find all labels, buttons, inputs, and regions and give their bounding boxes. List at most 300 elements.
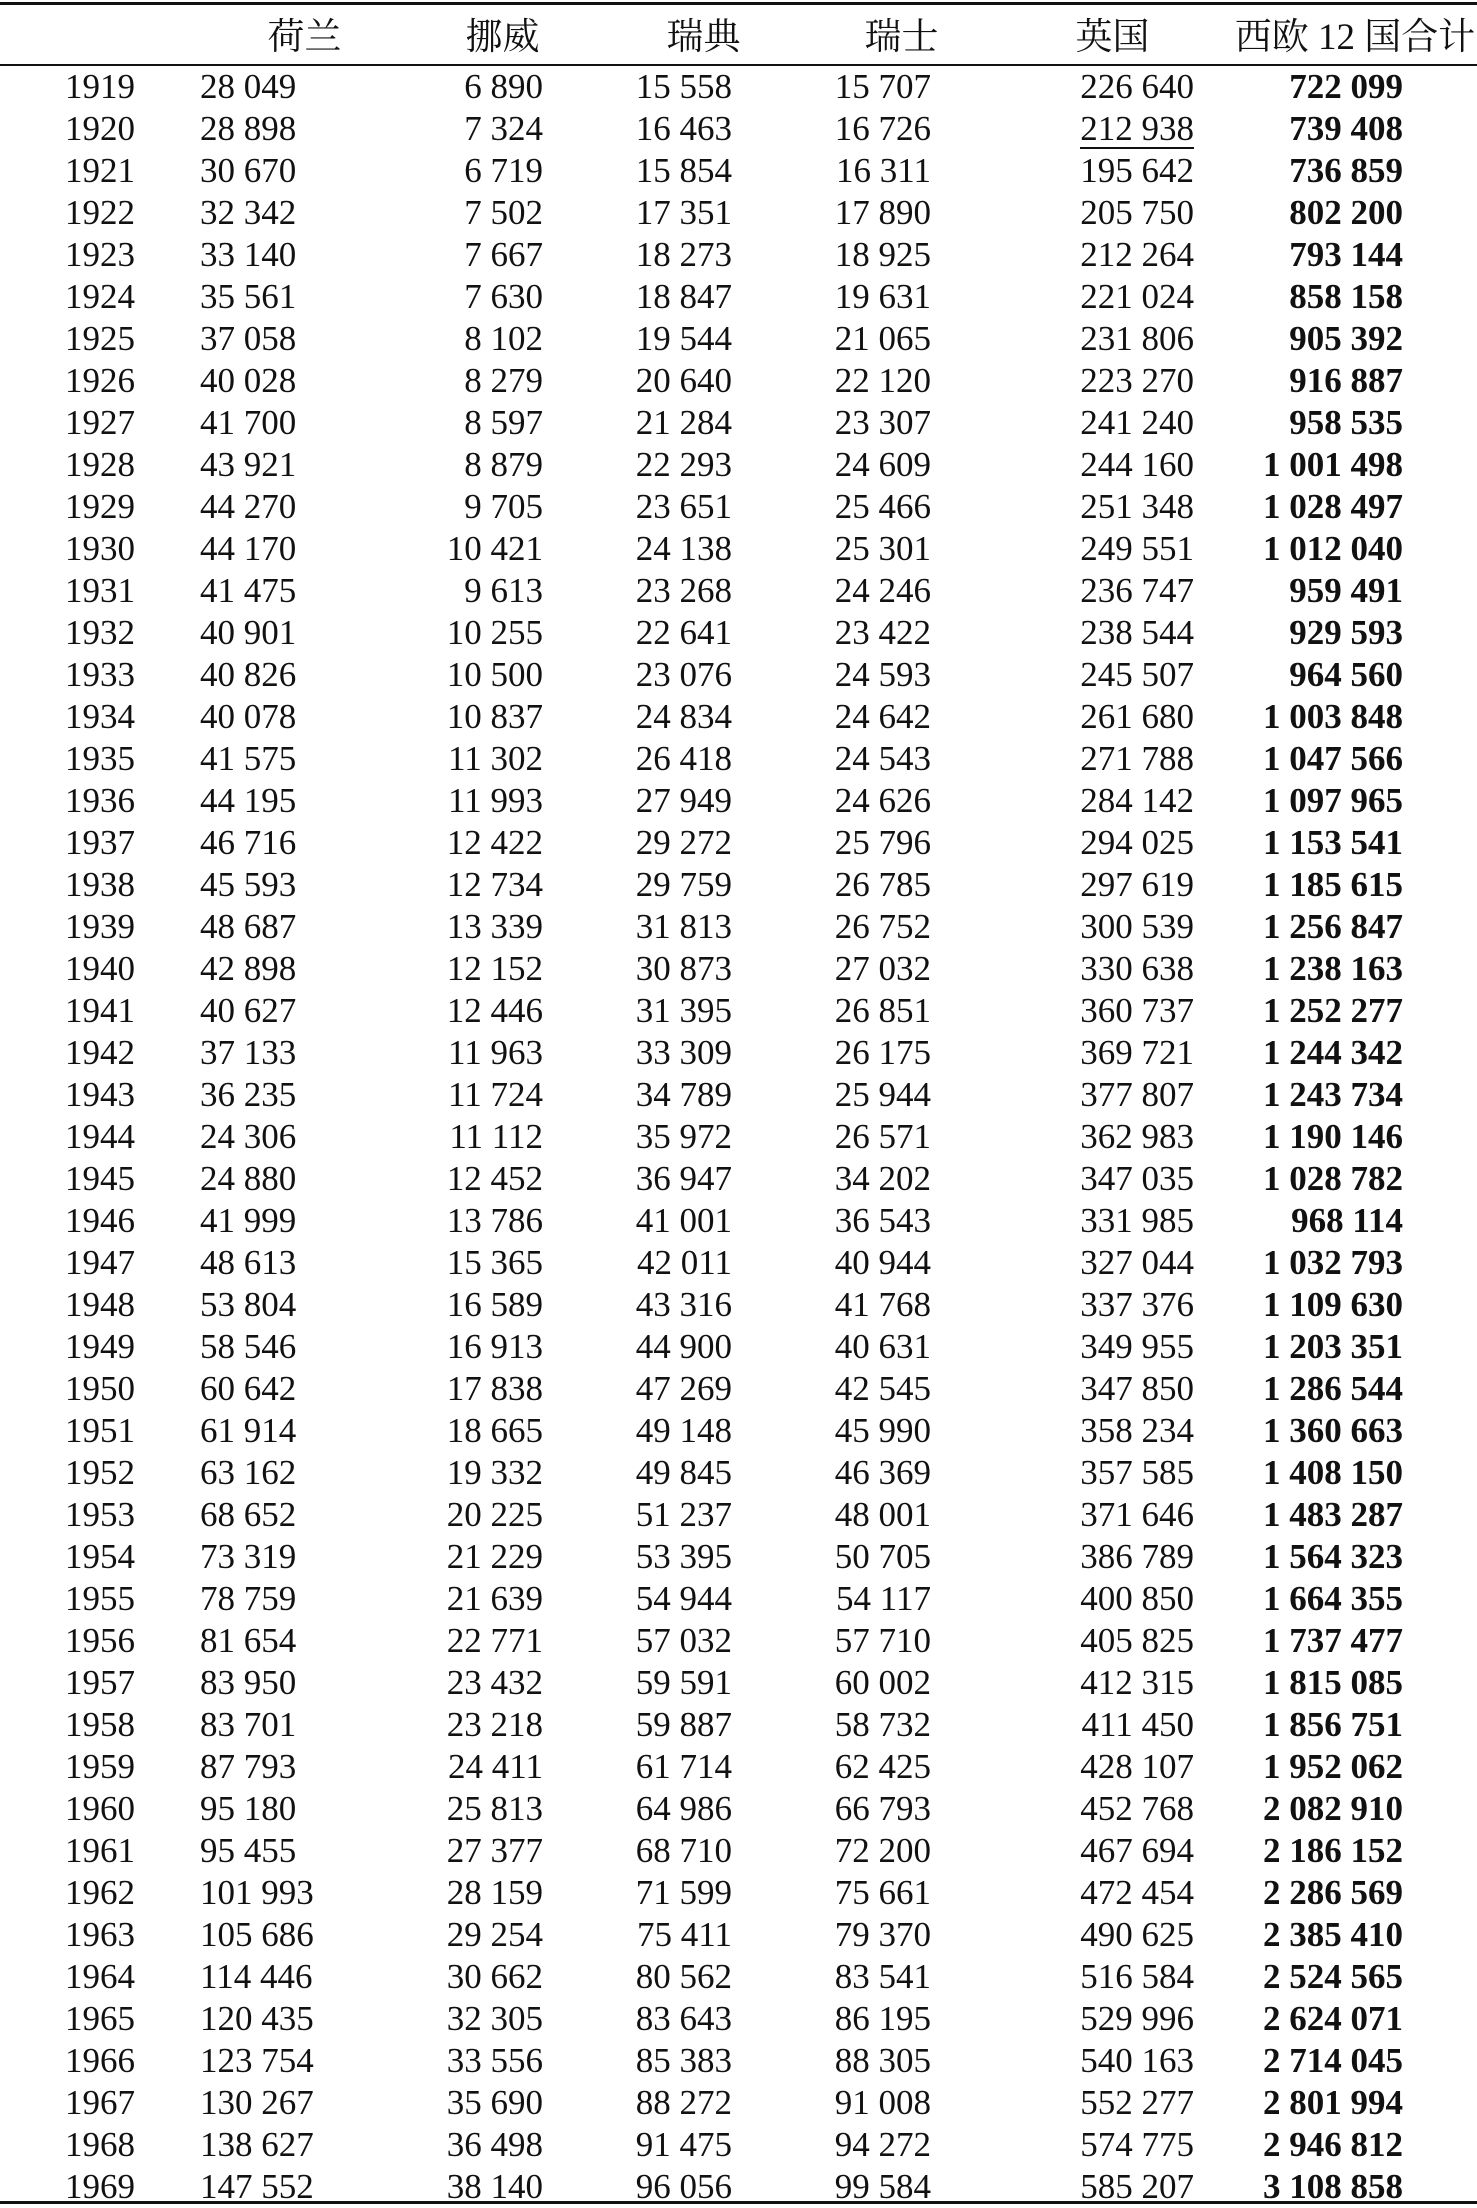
total-cell: 1 244 342 <box>1263 1033 1403 1072</box>
table-row <box>0 1326 1477 1368</box>
value-cell: 130 267 <box>200 2083 314 2122</box>
value-cell: 24 138 <box>635 529 732 568</box>
table-row <box>0 612 1477 654</box>
value-cell: 17 838 <box>446 1369 543 1408</box>
total-cell: 2 082 910 <box>1263 1789 1403 1828</box>
total-cell: 1 252 277 <box>1263 991 1403 1030</box>
table-row <box>0 528 1477 570</box>
value-cell: 244 160 <box>1080 445 1194 484</box>
total-cell: 959 491 <box>1289 571 1403 610</box>
value-cell: 405 825 <box>1080 1621 1194 1660</box>
value-cell: 28 049 <box>200 67 297 106</box>
table-row <box>0 1578 1477 1620</box>
value-cell: 212 264 <box>1080 235 1194 274</box>
value-cell: 23 268 <box>635 571 732 610</box>
total-cell: 1 286 544 <box>1263 1369 1403 1408</box>
table-row <box>0 1116 1477 1158</box>
year-cell: 1952 <box>65 1453 135 1492</box>
value-cell: 78 759 <box>200 1579 297 1618</box>
value-cell: 33 140 <box>200 235 297 274</box>
value-cell: 16 589 <box>446 1285 543 1324</box>
value-cell: 12 446 <box>446 991 543 1030</box>
value-cell: 371 646 <box>1080 1495 1194 1534</box>
value-cell: 49 845 <box>635 1453 732 1492</box>
value-cell: 15 707 <box>834 67 931 106</box>
year-cell: 1958 <box>65 1705 135 1744</box>
header-norway: 挪威 <box>465 17 540 58</box>
table-row <box>0 66 1477 108</box>
table-row <box>0 738 1477 780</box>
table-row <box>0 1788 1477 1830</box>
total-cell: 2 524 565 <box>1263 1957 1403 1996</box>
value-cell: 23 422 <box>834 613 931 652</box>
value-cell: 36 543 <box>834 1201 931 1240</box>
value-cell: 7 502 <box>464 193 543 232</box>
value-cell: 357 585 <box>1080 1453 1194 1492</box>
value-cell: 15 558 <box>635 67 732 106</box>
value-cell: 428 107 <box>1080 1747 1194 1786</box>
value-cell: 83 950 <box>200 1663 297 1702</box>
value-cell: 11 302 <box>448 739 543 778</box>
table-row <box>0 318 1477 360</box>
value-cell: 24 642 <box>834 697 931 736</box>
value-cell: 85 383 <box>635 2041 732 2080</box>
total-cell: 1 737 477 <box>1263 1621 1403 1660</box>
total-cell: 929 593 <box>1289 613 1403 652</box>
year-cell: 1942 <box>65 1033 135 1072</box>
year-cell: 1940 <box>65 949 135 988</box>
value-cell: 540 163 <box>1080 2041 1194 2080</box>
value-cell: 245 507 <box>1080 655 1194 694</box>
value-cell: 21 639 <box>446 1579 543 1618</box>
value-cell: 29 759 <box>635 865 732 904</box>
value-cell: 31 395 <box>635 991 732 1030</box>
value-cell: 16 726 <box>834 109 931 148</box>
year-cell: 1920 <box>65 109 135 148</box>
table-row <box>0 1830 1477 1872</box>
value-cell: 9 705 <box>464 487 543 526</box>
value-cell: 79 370 <box>834 1915 931 1954</box>
year-cell: 1923 <box>65 235 135 274</box>
year-cell: 1939 <box>65 907 135 946</box>
value-cell: 49 148 <box>635 1411 732 1450</box>
value-cell: 96 056 <box>635 2167 732 2206</box>
value-cell: 25 813 <box>446 1789 543 1828</box>
year-cell: 1960 <box>65 1789 135 1828</box>
value-cell: 62 425 <box>834 1747 931 1786</box>
value-cell: 34 789 <box>635 1075 732 1114</box>
table-row <box>0 486 1477 528</box>
value-cell: 467 694 <box>1080 1831 1194 1870</box>
total-cell: 2 624 071 <box>1263 1999 1403 2038</box>
value-cell: 271 788 <box>1080 739 1194 778</box>
value-cell: 24 306 <box>200 1117 297 1156</box>
value-cell: 68 652 <box>200 1495 297 1534</box>
value-cell: 17 351 <box>635 193 732 232</box>
value-cell: 11 963 <box>448 1033 543 1072</box>
value-cell: 300 539 <box>1080 907 1194 946</box>
year-cell: 1965 <box>65 1999 135 2038</box>
table-row <box>0 1704 1477 1746</box>
value-cell: 8 879 <box>464 445 543 484</box>
value-cell: 21 065 <box>834 319 931 358</box>
value-cell: 349 955 <box>1080 1327 1194 1366</box>
value-cell: 18 847 <box>635 277 732 316</box>
total-cell: 905 392 <box>1289 319 1403 358</box>
value-cell: 195 642 <box>1080 151 1194 190</box>
table-row <box>0 1368 1477 1410</box>
value-cell: 35 690 <box>446 2083 543 2122</box>
value-cell: 16 463 <box>635 109 732 148</box>
value-cell: 30 873 <box>635 949 732 988</box>
value-cell: 81 654 <box>200 1621 297 1660</box>
value-cell: 88 272 <box>635 2083 732 2122</box>
table-row <box>0 906 1477 948</box>
value-cell: 574 775 <box>1080 2125 1194 2164</box>
value-cell: 23 218 <box>446 1705 543 1744</box>
value-cell: 400 850 <box>1080 1579 1194 1618</box>
value-cell: 347 035 <box>1080 1159 1194 1198</box>
total-cell: 1 203 351 <box>1263 1327 1403 1366</box>
year-cell: 1964 <box>65 1957 135 1996</box>
value-cell: 585 207 <box>1080 2167 1194 2206</box>
table-row <box>0 1662 1477 1704</box>
total-cell: 968 114 <box>1291 1201 1403 1240</box>
table-row <box>0 1200 1477 1242</box>
value-cell: 114 446 <box>200 1957 313 1996</box>
total-cell: 2 714 045 <box>1263 2041 1403 2080</box>
value-cell: 71 599 <box>635 1873 732 1912</box>
value-cell: 7 667 <box>464 235 543 274</box>
value-cell: 7 324 <box>464 109 543 148</box>
year-cell: 1931 <box>65 571 135 610</box>
value-cell: 53 395 <box>635 1537 732 1576</box>
value-cell: 59 887 <box>635 1705 732 1744</box>
value-cell: 221 024 <box>1080 277 1194 316</box>
total-cell: 2 186 152 <box>1263 1831 1403 1870</box>
value-cell: 22 771 <box>446 1621 543 1660</box>
table-row <box>0 1956 1477 1998</box>
value-cell: 58 732 <box>834 1705 931 1744</box>
value-cell: 11 993 <box>448 781 543 820</box>
value-cell: 40 944 <box>834 1243 931 1282</box>
value-cell: 44 900 <box>635 1327 732 1366</box>
value-cell: 472 454 <box>1080 1873 1194 1912</box>
value-cell: 24 609 <box>834 445 931 484</box>
value-cell: 26 418 <box>635 739 732 778</box>
value-cell: 205 750 <box>1080 193 1194 232</box>
value-cell: 22 293 <box>635 445 732 484</box>
year-cell: 1945 <box>65 1159 135 1198</box>
value-cell: 362 983 <box>1080 1117 1194 1156</box>
header-total: 西欧 12 国合计 <box>1234 17 1476 58</box>
year-cell: 1954 <box>65 1537 135 1576</box>
total-cell: 1 190 146 <box>1263 1117 1403 1156</box>
value-cell: 46 369 <box>834 1453 931 1492</box>
value-cell: 226 640 <box>1080 67 1194 106</box>
table-row <box>0 2040 1477 2082</box>
value-cell: 13 786 <box>446 1201 543 1240</box>
value-cell: 25 944 <box>834 1075 931 1114</box>
value-cell: 25 796 <box>834 823 931 862</box>
value-cell: 26 785 <box>834 865 931 904</box>
year-cell: 1946 <box>65 1201 135 1240</box>
year-cell: 1926 <box>65 361 135 400</box>
value-cell: 75 411 <box>637 1915 732 1954</box>
value-cell: 147 552 <box>200 2167 314 2206</box>
value-cell: 40 631 <box>834 1327 931 1366</box>
value-cell: 261 680 <box>1080 697 1194 736</box>
total-cell: 858 158 <box>1289 277 1403 316</box>
value-cell: 16 311 <box>836 151 931 190</box>
value-cell: 12 452 <box>446 1159 543 1198</box>
value-cell: 63 162 <box>200 1453 297 1492</box>
value-cell: 452 768 <box>1080 1789 1194 1828</box>
value-cell: 48 613 <box>200 1243 297 1282</box>
value-cell: 75 661 <box>834 1873 931 1912</box>
value-cell: 94 272 <box>834 2125 931 2164</box>
total-cell: 1 256 847 <box>1263 907 1403 946</box>
underlined-value: 212 938 <box>1080 109 1194 148</box>
value-cell: 80 562 <box>635 1957 732 1996</box>
value-cell: 45 593 <box>200 865 297 904</box>
value-cell: 40 901 <box>200 613 297 652</box>
value-cell: 24 246 <box>834 571 931 610</box>
table-row <box>0 1494 1477 1536</box>
value-cell: 105 686 <box>200 1915 314 1954</box>
value-cell: 330 638 <box>1080 949 1194 988</box>
year-cell: 1927 <box>65 403 135 442</box>
value-cell: 294 025 <box>1080 823 1194 862</box>
value-cell: 10 837 <box>446 697 543 736</box>
year-cell: 1921 <box>65 151 135 190</box>
value-cell: 23 076 <box>635 655 732 694</box>
year-cell: 1934 <box>65 697 135 736</box>
value-cell: 412 315 <box>1080 1663 1194 1702</box>
value-cell: 238 544 <box>1080 613 1194 652</box>
value-cell: 54 944 <box>635 1579 732 1618</box>
value-cell: 40 627 <box>200 991 297 1030</box>
value-cell: 24 411 <box>448 1747 543 1786</box>
year-cell: 1962 <box>65 1873 135 1912</box>
value-cell: 7 630 <box>464 277 543 316</box>
year-cell: 1937 <box>65 823 135 862</box>
total-cell: 802 200 <box>1289 193 1403 232</box>
value-cell: 24 626 <box>834 781 931 820</box>
total-cell: 1 185 615 <box>1263 865 1403 904</box>
value-cell: 15 854 <box>635 151 732 190</box>
value-cell: 36 498 <box>446 2125 543 2164</box>
value-cell: 61 914 <box>200 1411 297 1450</box>
value-cell: 29 272 <box>635 823 732 862</box>
value-cell: 42 011 <box>637 1243 732 1282</box>
total-cell: 1 001 498 <box>1263 445 1403 484</box>
year-cell: 1938 <box>65 865 135 904</box>
value-cell: 43 316 <box>635 1285 732 1324</box>
total-cell: 2 801 994 <box>1263 2083 1403 2122</box>
year-cell: 1936 <box>65 781 135 820</box>
value-cell: 138 627 <box>200 2125 314 2164</box>
value-cell: 24 543 <box>834 739 931 778</box>
value-cell: 41 700 <box>200 403 297 442</box>
value-cell: 30 662 <box>446 1957 543 1996</box>
value-cell: 249 551 <box>1080 529 1194 568</box>
table-row <box>0 1536 1477 1578</box>
total-cell: 3 108 858 <box>1263 2167 1403 2206</box>
value-cell: 369 721 <box>1080 1033 1194 1072</box>
value-cell: 27 949 <box>635 781 732 820</box>
table-row <box>0 1746 1477 1788</box>
table-row <box>0 822 1477 864</box>
value-cell: 40 078 <box>200 697 297 736</box>
value-cell: 25 466 <box>834 487 931 526</box>
year-cell: 1951 <box>65 1411 135 1450</box>
year-cell: 1947 <box>65 1243 135 1282</box>
value-cell: 24 593 <box>834 655 931 694</box>
value-cell: 120 435 <box>200 1999 314 2038</box>
value-cell: 35 972 <box>635 1117 732 1156</box>
year-cell: 1930 <box>65 529 135 568</box>
value-cell: 23 432 <box>446 1663 543 1702</box>
value-cell: 12 152 <box>446 949 543 988</box>
value-cell: 86 195 <box>834 1999 931 2038</box>
table-row <box>0 1452 1477 1494</box>
value-cell: 10 500 <box>446 655 543 694</box>
table-row <box>0 1410 1477 1452</box>
value-cell: 72 200 <box>834 1831 931 1870</box>
value-cell: 40 028 <box>200 361 297 400</box>
value-cell: 26 752 <box>834 907 931 946</box>
table-row <box>0 1998 1477 2040</box>
value-cell: 58 546 <box>200 1327 297 1366</box>
value-cell: 11 724 <box>448 1075 543 1114</box>
value-cell: 33 556 <box>446 2041 543 2080</box>
table-row <box>0 1872 1477 1914</box>
value-cell: 32 342 <box>200 193 297 232</box>
table-row <box>0 1158 1477 1200</box>
value-cell: 57 032 <box>635 1621 732 1660</box>
value-cell: 360 737 <box>1080 991 1194 1030</box>
year-cell: 1955 <box>65 1579 135 1618</box>
table-row <box>0 1284 1477 1326</box>
year-cell: 1948 <box>65 1285 135 1324</box>
total-cell: 1 032 793 <box>1263 1243 1403 1282</box>
year-cell: 1929 <box>65 487 135 526</box>
value-cell: 54 117 <box>836 1579 931 1618</box>
value-cell: 552 277 <box>1080 2083 1194 2122</box>
table-row <box>0 234 1477 276</box>
table-body <box>0 66 1477 2208</box>
value-cell: 26 175 <box>834 1033 931 1072</box>
value-cell: 41 768 <box>834 1285 931 1324</box>
total-cell: 1 238 163 <box>1263 949 1403 988</box>
value-cell: 251 348 <box>1080 487 1194 526</box>
total-cell: 1 028 782 <box>1263 1159 1403 1198</box>
year-cell: 1968 <box>65 2125 135 2164</box>
value-cell: 377 807 <box>1080 1075 1194 1114</box>
value-cell: 61 714 <box>635 1747 732 1786</box>
value-cell: 21 229 <box>446 1537 543 1576</box>
value-cell: 73 319 <box>200 1537 297 1576</box>
value-cell: 23 307 <box>834 403 931 442</box>
value-cell: 34 202 <box>834 1159 931 1198</box>
year-cell: 1957 <box>65 1663 135 1702</box>
value-cell: 83 701 <box>200 1705 297 1744</box>
table-row <box>0 2124 1477 2166</box>
total-cell: 1 664 355 <box>1263 1579 1403 1618</box>
value-cell: 48 687 <box>200 907 297 946</box>
total-cell: 964 560 <box>1289 655 1403 694</box>
table-header <box>0 0 1477 66</box>
year-cell: 1967 <box>65 2083 135 2122</box>
total-cell: 1 047 566 <box>1263 739 1403 778</box>
value-cell: 66 793 <box>834 1789 931 1828</box>
total-cell: 1 097 965 <box>1263 781 1403 820</box>
value-cell: 358 234 <box>1080 1411 1194 1450</box>
header-sweden: 瑞典 <box>666 17 741 58</box>
value-cell: 29 254 <box>446 1915 543 1954</box>
value-cell: 26 851 <box>834 991 931 1030</box>
value-cell: 44 195 <box>200 781 297 820</box>
value-cell: 516 584 <box>1080 1957 1194 1996</box>
value-cell: 25 301 <box>834 529 931 568</box>
value-cell: 231 806 <box>1080 319 1194 358</box>
value-cell: 30 670 <box>200 151 297 190</box>
total-cell: 1 856 751 <box>1263 1705 1403 1744</box>
value-cell: 27 377 <box>446 1831 543 1870</box>
value-cell: 11 112 <box>449 1117 543 1156</box>
value-cell: 60 642 <box>200 1369 297 1408</box>
total-cell: 1 153 541 <box>1263 823 1403 862</box>
total-cell: 722 099 <box>1289 67 1403 106</box>
year-cell: 1919 <box>65 67 135 106</box>
value-cell: 95 455 <box>200 1831 297 1870</box>
value-cell: 37 058 <box>200 319 297 358</box>
total-cell: 1 109 630 <box>1263 1285 1403 1324</box>
value-cell: 12 734 <box>446 865 543 904</box>
value-cell: 68 710 <box>635 1831 732 1870</box>
value-cell: 297 619 <box>1080 865 1194 904</box>
table-row <box>0 948 1477 990</box>
value-cell: 8 102 <box>464 319 543 358</box>
total-cell: 2 946 812 <box>1263 2125 1403 2164</box>
year-cell: 1950 <box>65 1369 135 1408</box>
year-cell: 1963 <box>65 1915 135 1954</box>
year-cell: 1943 <box>65 1075 135 1114</box>
value-cell: 18 665 <box>446 1411 543 1450</box>
value-cell: 28 898 <box>200 109 297 148</box>
value-cell: 529 996 <box>1080 1999 1194 2038</box>
value-cell: 12 422 <box>446 823 543 862</box>
value-cell: 13 339 <box>446 907 543 946</box>
value-cell: 9 613 <box>464 571 543 610</box>
total-cell: 958 535 <box>1289 403 1403 442</box>
value-cell: 19 332 <box>446 1453 543 1492</box>
value-cell: 241 240 <box>1080 403 1194 442</box>
year-cell: 1961 <box>65 1831 135 1870</box>
table-row <box>0 864 1477 906</box>
value-cell: 236 747 <box>1080 571 1194 610</box>
value-cell: 17 890 <box>834 193 931 232</box>
value-cell: 41 001 <box>635 1201 732 1240</box>
table-row <box>0 276 1477 318</box>
table-row <box>0 780 1477 822</box>
total-cell: 1 483 287 <box>1263 1495 1403 1534</box>
table-row <box>0 2166 1477 2208</box>
year-cell: 1925 <box>65 319 135 358</box>
value-cell: 57 710 <box>834 1621 931 1660</box>
table-row <box>0 150 1477 192</box>
